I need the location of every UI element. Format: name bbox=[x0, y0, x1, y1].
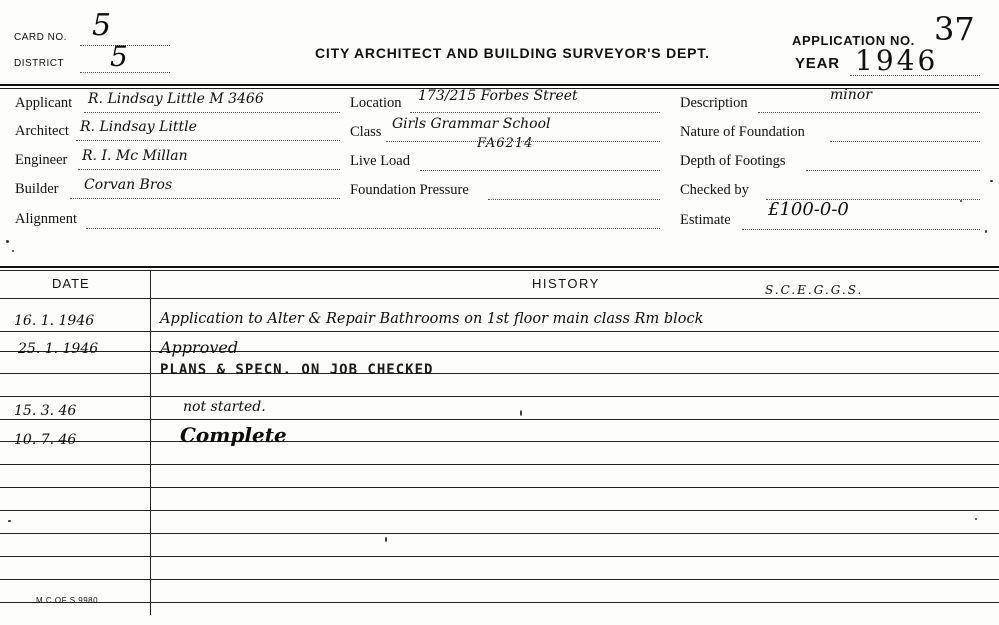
applicant-label: Applicant bbox=[15, 95, 73, 111]
foundation-pressure-label: Foundation Pressure bbox=[350, 182, 469, 198]
checked-by-label: Checked by bbox=[680, 182, 749, 198]
history-column-header: HISTORY bbox=[532, 276, 600, 291]
application-value: 37 bbox=[934, 10, 975, 48]
engineer-value: R. I. Mc Millan bbox=[82, 148, 188, 164]
location-value: 173/215 Forbes Street bbox=[418, 88, 578, 104]
class-reference: FA6214 bbox=[477, 136, 534, 151]
department-title: CITY ARCHITECT AND BUILDING SURVEYOR'S DEPT. bbox=[315, 45, 710, 61]
date-column-header: DATE bbox=[52, 276, 90, 291]
nature-of-foundation-label: Nature of Foundation bbox=[680, 124, 805, 140]
history-date: 15. 3. 46 bbox=[14, 403, 77, 419]
card-no-label: CARD NO. bbox=[14, 32, 67, 43]
estimate-value: £100-0-0 bbox=[768, 199, 849, 220]
location-label: Location bbox=[350, 95, 402, 111]
live-load-label: Live Load bbox=[350, 153, 410, 169]
history-text: Complete bbox=[180, 423, 287, 447]
class-value: Girls Grammar School bbox=[392, 116, 551, 132]
architect-value: R. Lindsay Little bbox=[80, 119, 197, 135]
description-label: Description bbox=[680, 95, 748, 111]
builder-label: Builder bbox=[15, 181, 59, 197]
history-text: Application to Alter & Repair Bathrooms on 1st floor main class Rm block bbox=[160, 311, 704, 327]
history-text: Approved bbox=[160, 338, 239, 357]
alignment-label: Alignment bbox=[15, 211, 78, 227]
school-abbreviation: S.C.E.G.G.S. bbox=[765, 283, 864, 297]
history-date: 16. 1. 1946 bbox=[14, 313, 95, 329]
history-stamp: PLANS & SPECN. ON JOB CHECKED bbox=[160, 362, 434, 378]
depth-of-footings-label: Depth of Footings bbox=[680, 153, 786, 169]
form-code: M.C OF S 9980 bbox=[36, 596, 99, 605]
history-date: 25. 1. 1946 bbox=[18, 341, 99, 357]
builder-value: Corvan Bros bbox=[84, 177, 173, 193]
history-text: not started. bbox=[183, 399, 266, 415]
district-value: 5 bbox=[110, 40, 128, 73]
card-no-value: 5 bbox=[92, 8, 112, 43]
district-label: DISTRICT bbox=[14, 58, 65, 69]
application-label: APPLICATION NO. bbox=[792, 33, 915, 48]
history-date: 10. 7. 46 bbox=[14, 432, 77, 448]
estimate-label: Estimate bbox=[680, 212, 731, 228]
class-label: Class bbox=[350, 124, 382, 140]
engineer-label: Engineer bbox=[15, 152, 68, 168]
applicant-value: R. Lindsay Little M 3466 bbox=[88, 91, 264, 107]
architect-label: Architect bbox=[15, 123, 69, 139]
description-value: minor bbox=[830, 87, 872, 103]
year-value: 1946 bbox=[855, 44, 939, 77]
year-label: YEAR bbox=[795, 55, 840, 72]
